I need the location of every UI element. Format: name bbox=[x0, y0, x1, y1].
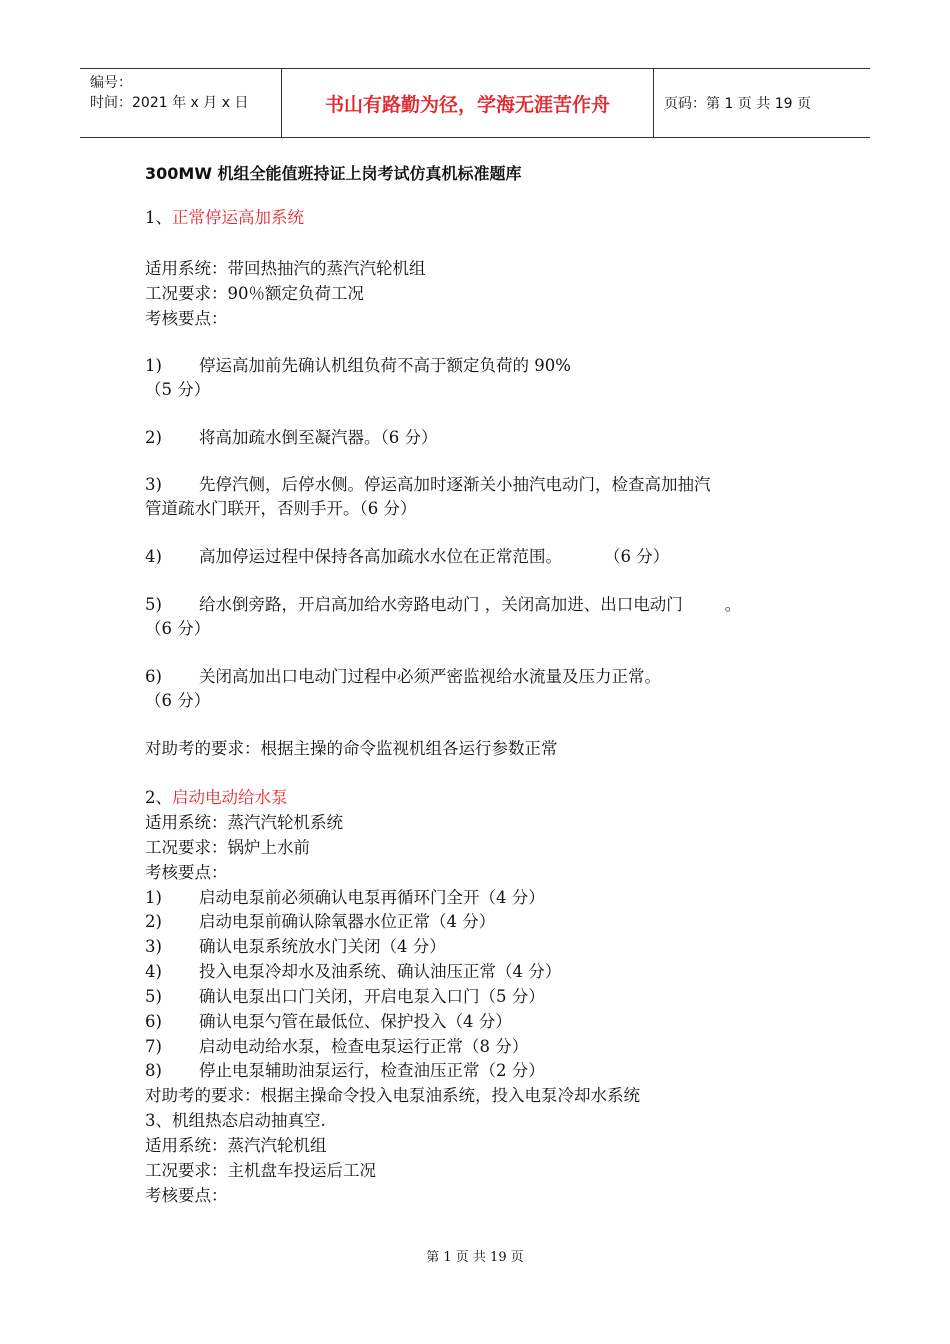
section2-title: 启动电动给水泵 bbox=[172, 788, 288, 807]
section2-system: 适用系统：蒸汽汽轮机系统 bbox=[145, 813, 343, 832]
section2-number: 2、 bbox=[145, 788, 172, 807]
section2-heading bbox=[145, 786, 288, 810]
list-item-continuation: （6 分） bbox=[145, 619, 211, 638]
page-footer: 第 1 页 共 19 页 bbox=[426, 1250, 524, 1265]
list-item: 6) 关闭高加出口电动门过程中必须严密监视给水流量及压力正常。 bbox=[145, 667, 661, 686]
section2-points-label: 考核要点： bbox=[145, 863, 228, 882]
list-item: 7) 启动电动给水泵，检查电泵运行正常（8 分） bbox=[145, 1037, 529, 1056]
serial-label: 编号： bbox=[90, 75, 132, 91]
header-left-cell bbox=[80, 69, 282, 137]
section1-heading bbox=[145, 206, 304, 230]
list-item-continuation: （5 分） bbox=[145, 380, 211, 399]
list-item: 5) 确认电泵出口门关闭，开启电泵入口门（5 分） bbox=[145, 987, 545, 1006]
document-title: 300MW 机组全能值班持证上岗考试仿真机标准题库 bbox=[145, 164, 522, 183]
list-item: 4) 高加停运过程中保持各高加疏水水位在正常范围。 （6 分） bbox=[145, 547, 670, 566]
list-item: 1) 启动电泵前必须确认电泵再循环门全开（4 分） bbox=[145, 888, 545, 907]
section3-heading: 3、机组热态启动抽真空. bbox=[145, 1111, 326, 1130]
list-item-continuation: （6 分） bbox=[145, 691, 211, 710]
list-item-continuation: 管道疏水门联开，否则手开。（6 分） bbox=[145, 499, 417, 518]
section1-system: 适用系统：带回热抽汽的蒸汽汽轮机组 bbox=[145, 259, 426, 278]
list-item: 6) 确认电泵勺管在最低位、保护投入（4 分） bbox=[145, 1012, 512, 1031]
section2-condition: 工况要求：锅炉上水前 bbox=[145, 838, 310, 857]
list-item: 2) 启动电泵前确认除氧器水位正常（4 分） bbox=[145, 912, 496, 931]
section1-condition: 工况要求：90％额定负荷工况 bbox=[145, 284, 364, 303]
section3-points-label: 考核要点： bbox=[145, 1186, 228, 1205]
list-item: 2) 将高加疏水倒至凝汽器。（6 分） bbox=[145, 428, 438, 447]
list-item: 1) 停运高加前先确认机组负荷不高于额定负荷的 90% bbox=[145, 356, 571, 375]
list-item: 5) 给水倒旁路，开启高加给水旁路电动门 ，关闭高加进、出口电动门 。 bbox=[145, 595, 742, 614]
list-item: 8) 停止电泵辅助油泵运行，检查油压正常（2 分） bbox=[145, 1061, 545, 1080]
section3-system: 适用系统：蒸汽汽轮机组 bbox=[145, 1136, 327, 1155]
header-motto: 书山有路勤为径，学海无涯苦作舟 bbox=[282, 69, 654, 137]
section1-number: 1、 bbox=[145, 208, 172, 227]
section3-condition: 工况要求：主机盘车投运后工况 bbox=[145, 1161, 376, 1180]
list-item: 4) 投入电泵冷却水及油系统、确认油压正常（4 分） bbox=[145, 962, 562, 981]
document-header bbox=[80, 68, 870, 138]
section2-assist: 对助考的要求：根据主操命令投入电泵油系统，投入电泵冷却水系统 bbox=[145, 1086, 640, 1105]
list-item: 3) 确认电泵系统放水门关闭（4 分） bbox=[145, 937, 446, 956]
time-label: 时间：2021 年 x 月 x 日 bbox=[90, 95, 249, 111]
header-page-info: 页码：第 1 页 共 19 页 bbox=[664, 96, 811, 112]
section1-title: 正常停运高加系统 bbox=[172, 208, 304, 227]
section1-points-label: 考核要点： bbox=[145, 309, 228, 328]
list-item: 3) 先停汽侧，后停水侧。停运高加时逐渐关小抽汽电动门，检查高加抽汽 bbox=[145, 475, 711, 494]
section1-assist: 对助考的要求：根据主操的命令监视机组各运行参数正常 bbox=[145, 739, 558, 758]
